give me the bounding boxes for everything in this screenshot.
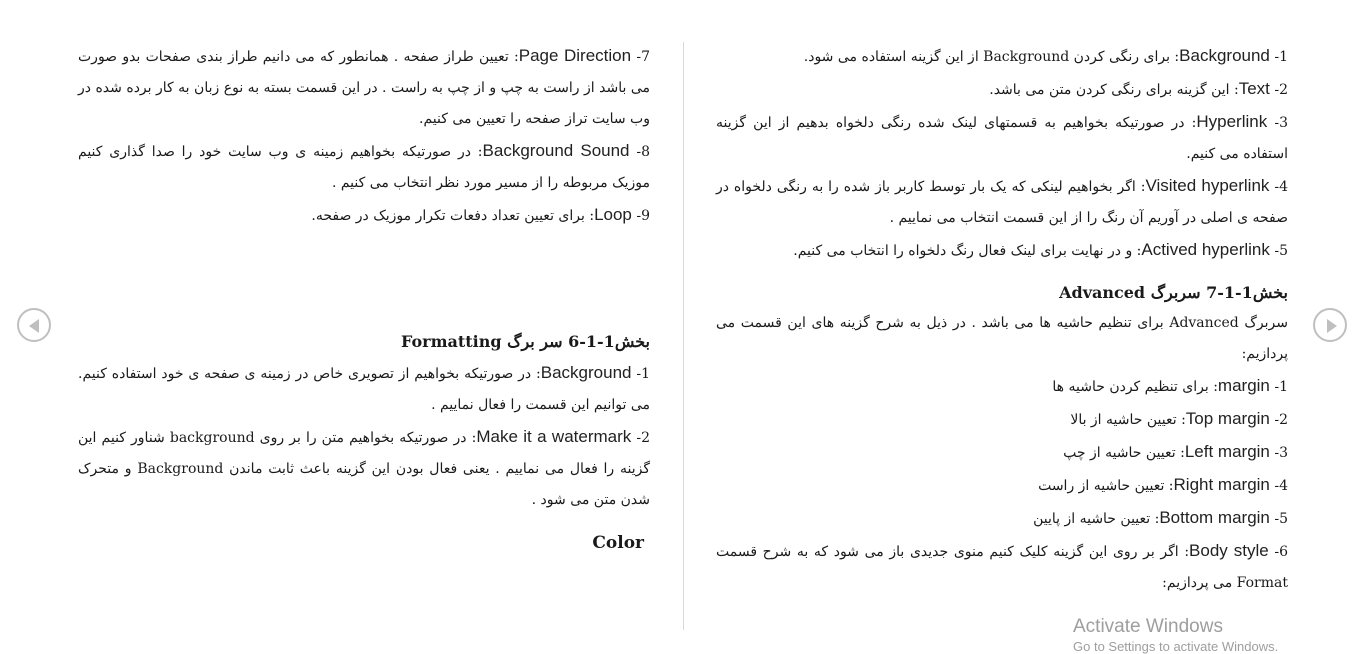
formatting-items xyxy=(78,357,650,516)
list-item xyxy=(716,40,1288,73)
item-term: Text xyxy=(1238,79,1270,98)
item-description: : اگر بر روی این گزینه کلیک کنیم منوی جدیدی باز می شود که به شرح قسمت Format می پردازیم: xyxy=(716,544,1288,591)
list-item xyxy=(716,469,1288,502)
item-description: : تعیین حاشیه از پایین xyxy=(1033,511,1160,527)
item-description: : تعیین حاشیه از بالا xyxy=(1070,412,1186,428)
item-description: : برای تعیین تعداد دفعات تکرار موزیک در صفحه. xyxy=(311,208,595,224)
list-item xyxy=(78,421,650,516)
page-divider xyxy=(683,42,684,630)
item-description: : اگر بخواهیم لینکی که یک بار توسط کاربر باز شده را به رنگی دلخواه در صفحه ی اصلی در آوریم آن رنگ را از این قسمت انتخاب می نماییم . xyxy=(716,179,1288,226)
item-number: 9- xyxy=(631,208,650,224)
watermark-title: Activate Windows xyxy=(1073,616,1223,637)
item-number: 6- xyxy=(1268,544,1288,560)
item-term: Actived hyperlink xyxy=(1141,240,1270,259)
item-number: 2- xyxy=(631,430,651,446)
list-item xyxy=(716,170,1288,234)
item-number: 4- xyxy=(1269,478,1288,494)
item-number: 5- xyxy=(1269,243,1288,259)
list-item xyxy=(716,234,1288,267)
item-number: 1- xyxy=(1269,379,1288,395)
item-term: Visited hyperlink xyxy=(1145,176,1270,195)
section-intro: سربرگ Advanced برای تنظیم حاشیه ها می باشد . در ذیل به شرح گزینه های این قسمت می پردازیم: xyxy=(716,315,1288,362)
list-item xyxy=(716,436,1288,469)
section-heading-advanced: بخش1-1-7 سربرگ Advanced xyxy=(1059,283,1288,302)
item-number: 7- xyxy=(631,49,650,65)
item-number: 1- xyxy=(631,366,650,382)
item-number: 1- xyxy=(1269,49,1288,65)
item-term: Hyperlink xyxy=(1196,112,1268,131)
item-number: 8- xyxy=(629,144,650,160)
item-description: : در صورتیکه بخواهیم زمینه ی وب سایت خود را صدا گذاری کنیم موزیک مربوطه را از مسیر مورد نظر انتخاب می کنیم . xyxy=(78,144,650,191)
item-description: : در صورتیکه بخواهیم به قسمتهای لینک شده رنگی دلخواه بدهیم از این گزینه استفاده می کنیم. xyxy=(716,115,1288,162)
right-page xyxy=(716,40,1288,599)
list-item xyxy=(78,199,650,232)
list-item xyxy=(716,502,1288,535)
item-description: : برای رنگی کردن Background از این گزینه استفاده می شود. xyxy=(803,49,1180,65)
item-number: 4- xyxy=(1269,179,1288,195)
watermark-subtitle: Go to Settings to activate Windows. xyxy=(1073,639,1279,654)
sub-heading-color: Color xyxy=(592,533,644,553)
item-term: margin xyxy=(1217,376,1270,395)
item-description: : تعیین طراز صفحه . همانطور که می دانیم طراز بندی صفحات بدو صورت می باشد از راست به چپ و از چپ به راست . در این قسمت بسته به نوع زبان به کار برده شده در وب سایت تراز صفحه را تعیین می کنیم. xyxy=(78,49,650,127)
previous-page-button[interactable] xyxy=(17,308,51,342)
left-page xyxy=(78,40,650,559)
section-heading-formatting: بخش1-1-6 سر برگ Formatting xyxy=(401,332,650,351)
item-number: 3- xyxy=(1269,445,1288,461)
list-item xyxy=(78,357,650,421)
list-item xyxy=(78,40,650,135)
list-item xyxy=(716,535,1288,599)
item-term: Top margin xyxy=(1185,409,1270,428)
item-number: 5- xyxy=(1269,511,1288,527)
item-description: : و در نهایت برای لینک فعال رنگ دلخواه را انتخاب می کنیم. xyxy=(793,243,1142,259)
list-item xyxy=(716,403,1288,436)
item-term: Left margin xyxy=(1184,442,1270,461)
item-term: Background xyxy=(540,363,632,382)
item-term: Body style xyxy=(1189,541,1269,560)
list-item xyxy=(716,370,1288,403)
next-page-button[interactable] xyxy=(1313,308,1347,342)
list-item xyxy=(716,106,1288,170)
item-description: : تعیین حاشیه از راست xyxy=(1038,478,1174,494)
list-item xyxy=(716,73,1288,106)
item-description: : این گزینه برای رنگی کردن متن می باشد. xyxy=(989,82,1239,98)
item-number: 3- xyxy=(1267,115,1288,131)
item-term: Loop xyxy=(594,205,632,224)
advanced-items xyxy=(716,370,1288,599)
activate-windows-watermark xyxy=(1073,616,1278,654)
item-term: Bottom margin xyxy=(1159,508,1270,527)
item-term: Right margin xyxy=(1173,475,1270,494)
item-number: 2- xyxy=(1269,412,1288,428)
item-description: : برای تنظیم کردن حاشیه ها xyxy=(1052,379,1218,395)
item-number: 2- xyxy=(1269,82,1288,98)
item-term: Page Direction xyxy=(518,46,632,65)
triangle-right-icon xyxy=(1327,319,1337,333)
item-term: Background xyxy=(1179,46,1270,65)
triangle-left-icon xyxy=(29,319,39,333)
item-description: : در صورتیکه بخواهیم متن را بر روی background شناور کنیم این گزینه را فعال می نماییم . یعنی فعال بودن این گزینه باعث ثابت ماندن Background و متحرک شدن متن می شود . xyxy=(78,430,650,508)
item-term: Background Sound xyxy=(482,141,630,160)
left-items xyxy=(78,40,650,232)
item-description: : تعیین حاشیه از چپ xyxy=(1063,445,1185,461)
list-item xyxy=(78,135,650,199)
item-term: Make it a watermark xyxy=(476,427,632,446)
right-items xyxy=(716,40,1288,267)
item-description: : در صورتیکه بخواهیم از تصویری خاص در زمینه ی صفحه ی خود استفاده کنیم. می توانیم این قسمت را فعال نماییم . xyxy=(78,366,650,413)
